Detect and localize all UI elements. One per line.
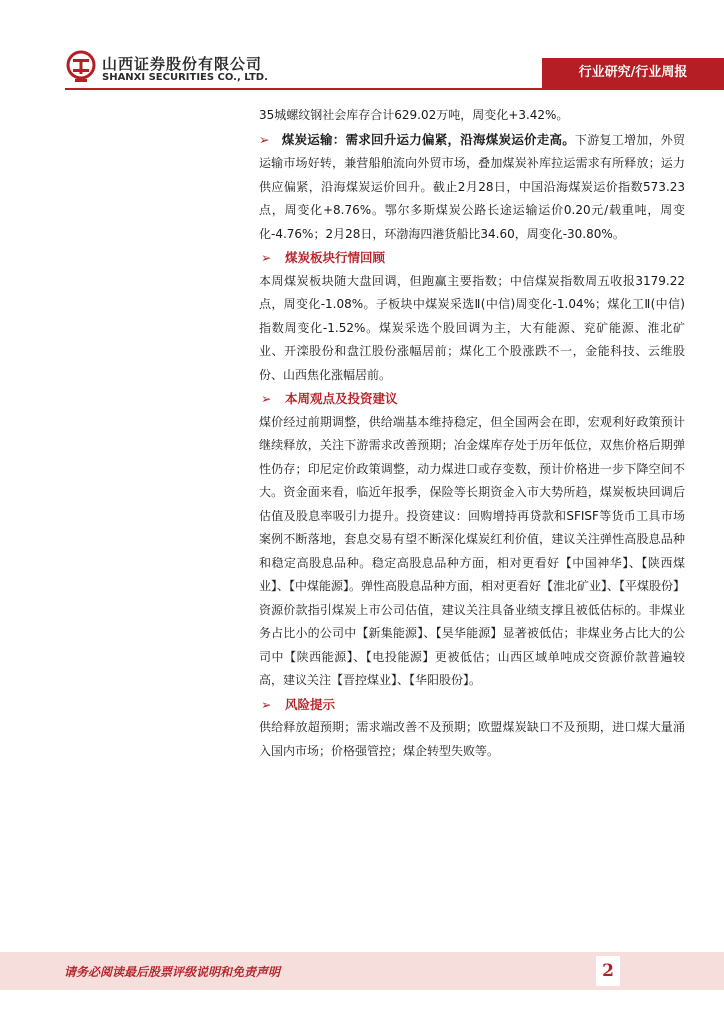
company-logo-icon — [66, 50, 96, 84]
view-title: 本周观点及投资建议 — [285, 391, 398, 406]
report-category-tag: 行业研究/行业周报 — [542, 58, 724, 88]
section-heading-sector — [259, 246, 685, 270]
sector-title: 煤炭板块行情回顾 — [285, 250, 386, 265]
paragraph-steel-inventory: 35城螺纹钢社会库存合计629.02万吨，周变化+3.42%。 — [259, 108, 569, 122]
page-header — [0, 0, 724, 96]
section-heading-view — [259, 387, 685, 411]
header-divider — [65, 88, 724, 90]
company-name-en: SHANXI SECURITIES CO., LTD. — [102, 72, 268, 83]
paragraph-risk: 供给释放超预期；需求端改善不及预期；欧盟煤炭缺口不及预期，进口煤大量涌入国内市场；价格强管控；煤企转型失败等。 — [259, 720, 685, 758]
paragraph-coal-transport — [259, 128, 685, 247]
paragraph-sector-review: 本周煤炭板块随大盘回调，但跑赢主要指数；中信煤炭指数周五收报3179.22点，周变化-1.08%。子板块中煤炭采选Ⅱ(中信)周变化-1.04%；煤化工Ⅱ(中信)指数周变化-1.52%。煤炭采选个股回调为主，大有能源、兖矿能源、淮北矿业、开滦股份和盘江股份涨幅居前；煤化工个股涨跌不一，金能科技、云维股份、山西焦化涨幅居前。 — [259, 273, 685, 382]
transport-title: 煤炭运输：需求回升运力偏紧，沿海煤炭运价走高。 — [281, 131, 575, 147]
company-name-cn: 山西证券股份有限公司 — [102, 55, 263, 73]
arrow-bullet-icon: ➢ — [259, 131, 270, 147]
paragraph-investment-view: 煤价经过前期调整，供给端基本维持稳定，但全国两会在即，宏观利好政策预计继续释放，关注下游需求改善预期；冶金煤库存处于历年低位，双焦价格后期弹性仍存；印尼定价政策调整，动力煤进口或存变数，预计价格进一步下降空间不大。资金面来看，临近年报季，保险等长期资金入市大势所趋，煤炭板块回调后估值及股息率吸引力提升。投资建议：回购增持再贷款和SFISF等货币工具市场案例不断落地，套息交易有望不断深化煤炭红利价值，建议关注弹性高股息品种和稳定高股息品种。稳定高股息品种方面，相对更看好【中国神华】、【陕西煤业】、【中煤能源】。弹性高股息品种方面，相对更看好【淮北矿业】、【平煤股份】资源价款指引煤炭上市公司估值，建议关注具备业绩支撑且被低估标的。非煤业务占比小的公司中【新集能源】、【昊华能源】显著被低估；非煤业务占比大的公司中【陕西能源】、【电投能源】更被低估；山西区域单吨成交资源价款普遍较高，建议关注【晋控煤业】、【华阳股份】。 — [259, 414, 686, 687]
arrow-bullet-icon: ➢ — [261, 696, 272, 712]
arrow-bullet-icon: ➢ — [261, 391, 272, 406]
page-number: 2 — [596, 956, 620, 986]
risk-title: 风险提示 — [285, 696, 336, 712]
report-body — [259, 104, 685, 763]
transport-body: 下游复工增加，外贸运输市场好转，兼营船舶流向外贸市场，叠加煤炭补库拉运需求有所释放；运力供应偏紧，沿海煤炭运价回升。截止2月28日，中国沿海煤炭运价指数573.23点，周变化+8.76%。鄂尔多斯煤炭公路长途运输运价0.20元/载重吨，周变化-4.76%；2月28日，环渤海四港货船比34.60，周变化-30.80%。 — [259, 132, 685, 241]
arrow-bullet-icon: ➢ — [261, 250, 272, 265]
section-heading-risk — [259, 693, 685, 717]
disclaimer-notice: 请务必阅读最后股票评级说明和免责声明 — [64, 965, 281, 979]
